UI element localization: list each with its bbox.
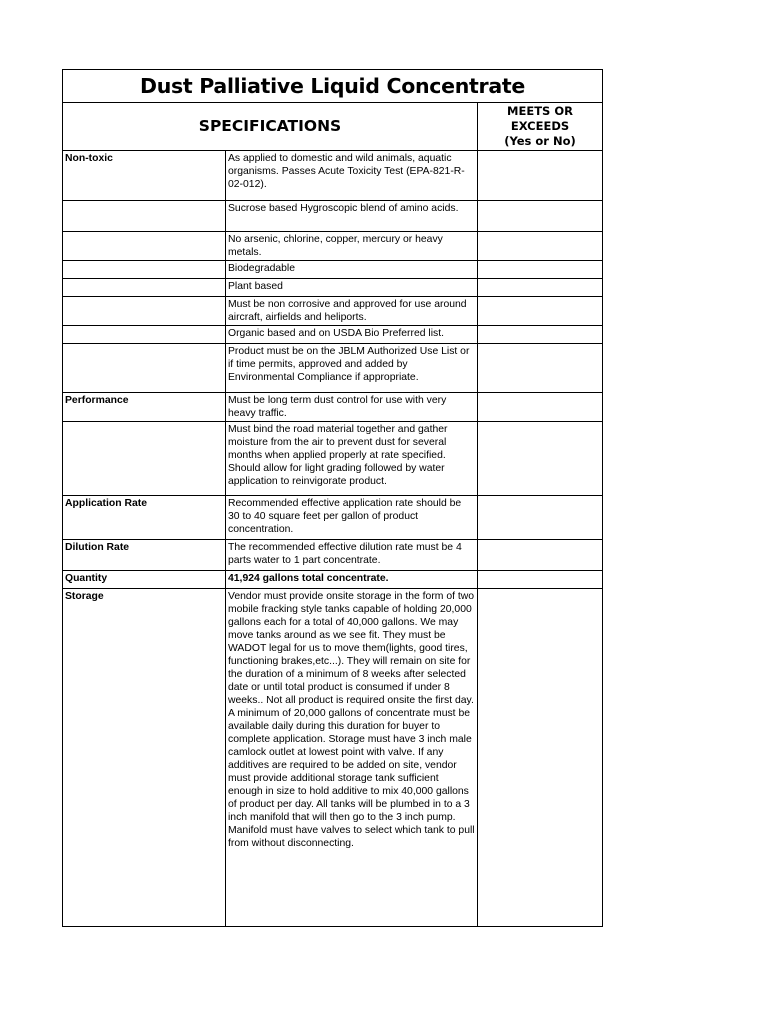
header-row [63,103,603,151]
spec-cell: Must be long term dust control for use with very heavy traffic. [226,393,478,422]
category-cell [63,232,226,261]
meets-cell[interactable] [478,540,603,571]
table-row [63,279,603,297]
spec-cell: Recommended effective application rate should be 30 to 40 square feet per gallon of product concentration. [226,496,478,540]
category-cell: Storage [63,589,226,927]
table-row [63,496,603,540]
category-cell [63,344,226,393]
category-cell: Performance [63,393,226,422]
table-row [63,571,603,589]
meets-cell[interactable] [478,589,603,927]
spec-cell: Vendor must provide onsite storage in the form of two mobile fracking style tanks capable of holding 20,000 gallons each for a total of 40,000 gallons. We may move tanks around as we see fit. They must be WADOT legal for us to move them(lights, good tires, functioning brakes,etc...). They will remain on site for the duration of a minimum of 8 weeks after selected date or until total product is consumed if under 8 weeks.. Not all product is required onsite the first day. A minimum of 20,000 gallons of concentrate must be available daily during this duration for buyer to complete application. Storage must have 3 inch male camlock outlet at lowest point with valve. If any additives are required to be added on site, vendor must provide additional storage tank sufficient enough in size to hold additive to mix 40,000 gallons of product per day. All tanks will be plumbed in to a 3 inch manifold that will then go to the 3 inch pump. Manifold must have valves to select which tank to pull from without disconnecting. [226,589,478,927]
meets-cell[interactable] [478,422,603,496]
meets-cell[interactable] [478,297,603,326]
table-row [63,201,603,232]
meets-header-line2: (Yes or No) [504,134,576,148]
spec-cell: Organic based and on USDA Bio Preferred list. [226,326,478,344]
meets-or-exceeds-header [478,103,603,151]
table-row [63,589,603,927]
meets-header-line1: MEETS OR EXCEEDS [507,104,573,133]
meets-cell[interactable] [478,261,603,279]
category-cell [63,201,226,232]
category-cell: Application Rate [63,496,226,540]
category-cell: Quantity [63,571,226,589]
document-title: Dust Palliative Liquid Concentrate [63,70,603,103]
meets-cell[interactable] [478,496,603,540]
table-row [63,151,603,201]
meets-cell[interactable] [478,393,603,422]
meets-cell[interactable] [478,279,603,297]
meets-cell[interactable] [478,201,603,232]
table-row [63,297,603,326]
table-row [63,261,603,279]
category-cell: Non-toxic [63,151,226,201]
spec-cell: As applied to domestic and wild animals, aquatic organisms. Passes Acute Toxicity Test (EPA-821-R-02-012). [226,151,478,201]
category-cell [63,261,226,279]
table-row [63,540,603,571]
table-row [63,232,603,261]
table-row [63,344,603,393]
meets-cell[interactable] [478,326,603,344]
spec-cell: No arsenic, chlorine, copper, mercury or heavy metals. [226,232,478,261]
spec-cell: Must be non corrosive and approved for use around aircraft, airfields and heliports. [226,297,478,326]
spec-cell: Sucrose based Hygroscopic blend of amino acids. [226,201,478,232]
category-cell [63,279,226,297]
category-cell [63,326,226,344]
meets-cell[interactable] [478,571,603,589]
title-row [63,70,603,103]
spec-cell: Product must be on the JBLM Authorized Use List or if time permits, approved and added by Environmental Compliance if appropriate. [226,344,478,393]
meets-cell[interactable] [478,151,603,201]
category-cell: Dilution Rate [63,540,226,571]
meets-cell[interactable] [478,344,603,393]
category-cell [63,297,226,326]
category-cell [63,422,226,496]
table-row [63,393,603,422]
table-row [63,422,603,496]
spec-cell: Biodegradable [226,261,478,279]
spec-cell: Plant based [226,279,478,297]
specifications-header: SPECIFICATIONS [63,103,478,151]
specification-table [62,69,603,927]
table-row [63,326,603,344]
spec-cell: Must bind the road material together and gather moisture from the air to prevent dust for several months when applied properly at rate specified. Should allow for light grading followed by water application to reinvigorate product. [226,422,478,496]
spec-cell: The recommended effective dilution rate must be 4 parts water to 1 part concentrate. [226,540,478,571]
meets-cell[interactable] [478,232,603,261]
spec-cell: 41,924 gallons total concentrate. [226,571,478,589]
